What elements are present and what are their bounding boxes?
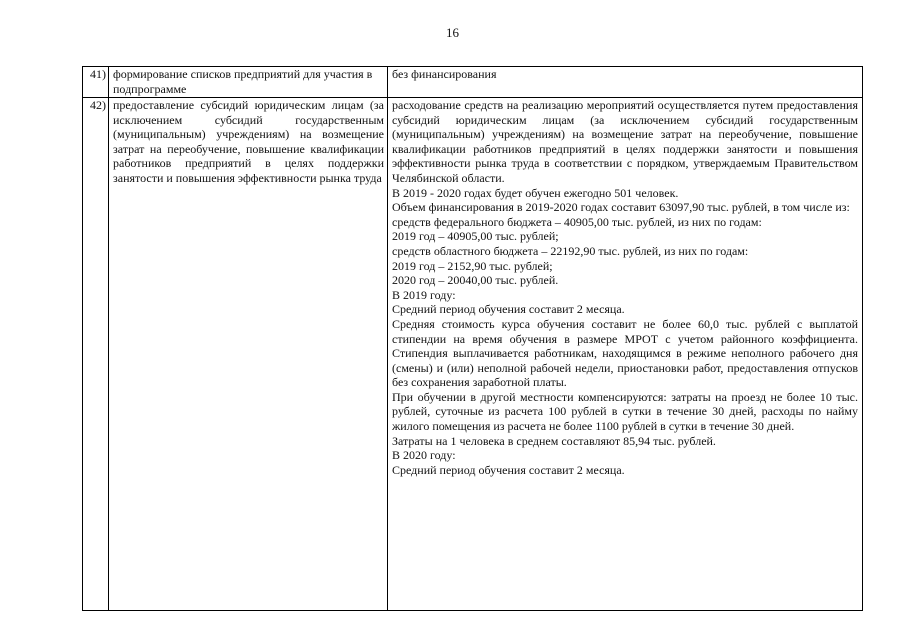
row-number: 42) xyxy=(83,98,109,611)
description-paragraph: средств областного бюджета – 22192,90 тыс. рублей, из них по годам: xyxy=(392,243,749,258)
table-row xyxy=(83,98,863,611)
measure-name: формирование списков предприятий для участия в подпрограмме xyxy=(109,67,388,98)
row-number: 41) xyxy=(83,67,109,98)
description-paragraph: Средний период обучения составит 2 месяца. xyxy=(392,462,625,477)
measure-name: предоставление субсидий юридическим лицам (за исключением субсидий государственным (муниципальным) учреждениям) на возмещение затрат на переобучение, повышение квалификации работников предприятий в целях поддержки занятости и повышения эффективности рынка труда xyxy=(109,98,388,611)
measure-description xyxy=(388,98,863,611)
measures-table xyxy=(82,66,863,611)
description-paragraph: При обучении в другой местности компенсируются: затраты на проезд не более 10 тыс. рублей, суточные из расчета 100 рублей в сутки в течение 30 дней, расходы по найму жилого помещения из расчета не более 1100 рублей в сутки в течение 30 дней. xyxy=(392,389,858,434)
description-paragraph: В 2019 - 2020 годах будет обучен ежегодно 501 человек. xyxy=(392,185,679,200)
description-paragraph: Объем финансирования в 2019-2020 годах составит 63097,90 тыс. рублей, в том числе из: xyxy=(392,200,850,215)
description-paragraph: без финансирования xyxy=(392,67,497,81)
description-paragraph: средств федерального бюджета – 40905,00 тыс. рублей, из них по годам: xyxy=(392,214,762,229)
description-paragraph: 2019 год – 2152,90 тыс. рублей; xyxy=(392,258,553,273)
description-paragraph: Средняя стоимость курса обучения составит не более 60,0 тыс. рублей с выплатой стипендии на время обучения в размере МРОТ с учетом районного коэффициента. Стипендия выплачивается работникам, находящимся в режиме неполного рабочего дня (смены) и (или) неполной рабочей недели, приостановки работ, предоставления отпусков без сохранения заработной платы. xyxy=(392,316,858,390)
description-paragraph: В 2019 году: xyxy=(392,287,456,302)
description-paragraph: расходование средств на реализацию мероприятий осуществляется путем предоставления субсидий юридическим лицам (за исключением субсидий государственным (муниципальным) учреждениям) на возмещение затрат на переобучение, повышение квалификации работников предприятий в целях поддержки занятости и повышения эффективности рынка труда в соответствии с порядком, утверждаемым Правительством Челябинской области. xyxy=(392,98,858,185)
measure-description xyxy=(388,67,863,98)
description-paragraph: Средний период обучения составит 2 месяца. xyxy=(392,302,625,317)
description-paragraph: Затраты на 1 человека в среднем составляют 85,94 тыс. рублей. xyxy=(392,433,716,448)
description-paragraph: В 2020 году: xyxy=(392,448,456,463)
table-row xyxy=(83,67,863,98)
page-number: 16 xyxy=(446,25,459,40)
description-paragraph: 2020 год – 20040,00 тыс. рублей. xyxy=(392,273,559,288)
description-paragraph: 2019 год – 40905,00 тыс. рублей; xyxy=(392,229,559,244)
